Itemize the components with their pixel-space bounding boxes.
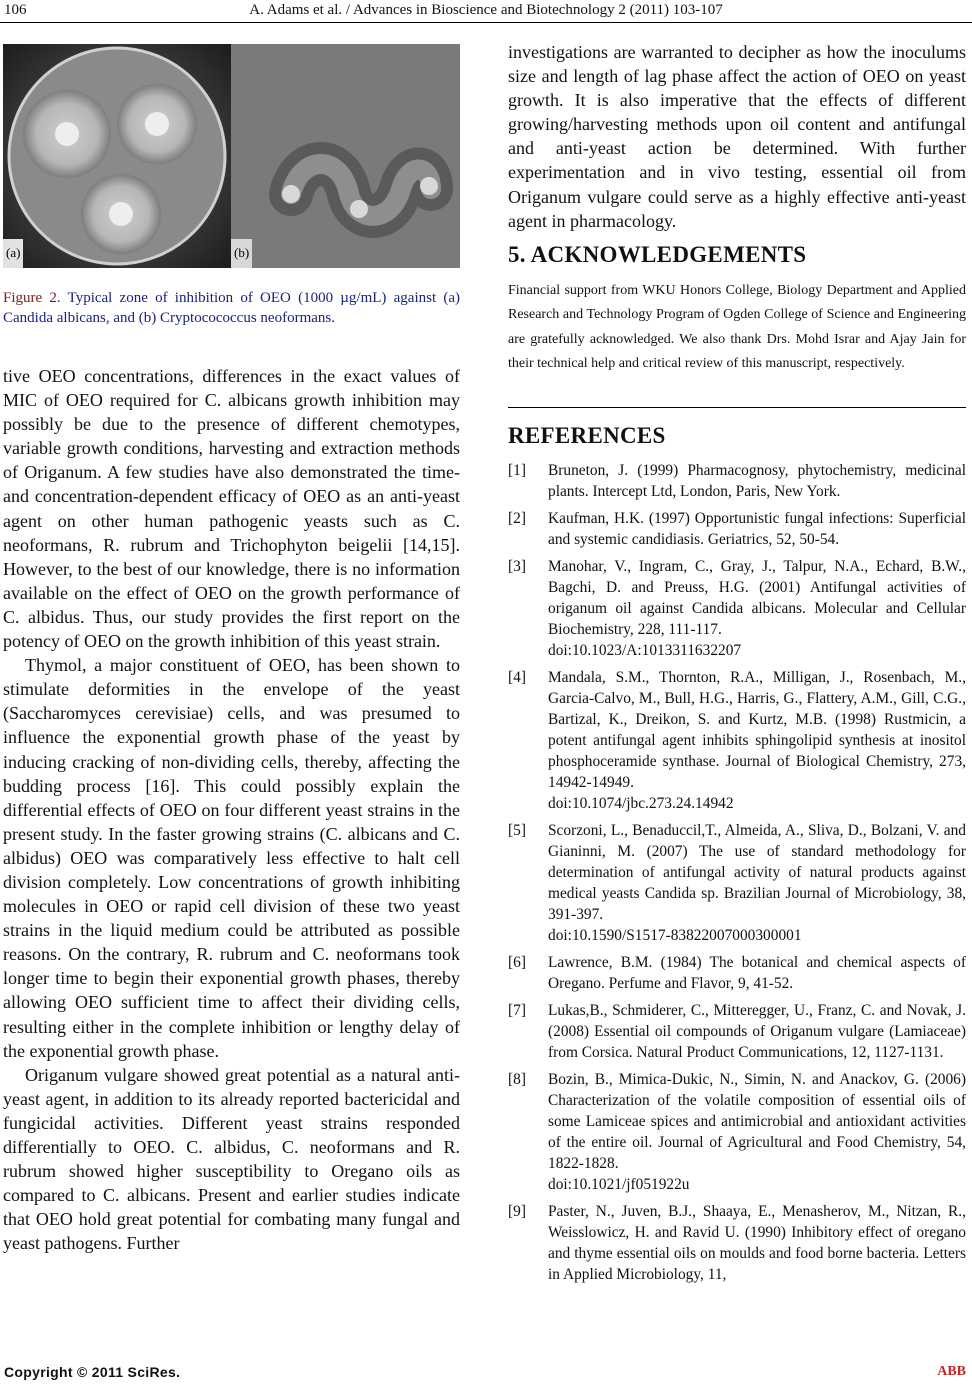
acknowledgements-text: Financial support from WKU Honors College, Biology Department and Applied Research and Technology Program of Ogden College of Science and Engineering are gratefully acknowledged. We also thank Drs. Mohd Israr and Ajay Jain for their technical help and critical review of this manuscript, respectively. [508,282,966,372]
disc-3 [109,202,133,226]
reference-number: [1] [508,461,526,479]
reference-text: Lukas,B., Schmiderer, C., Mitteregger, U., Franz, C. and Novak, J. (2008) Essential oil compounds of Origanum vulgare (Lamiaceae) from Corsica. Natural Product Communications, 12, 1127-1131. [548,1001,966,1061]
disc-b-1 [282,185,300,203]
figure-caption-text: Typical zone of inhibition of OEO (1000 µg/mL) against (a) Candida albicans, and (b) Cryptocococcus neoformans. [3,290,460,326]
reference-text: Scorzoni, L., Benaduccil,T., Almeida, A., Sliva, D., Bolzani, V. and Gianinni, M. (2007) The use of standard methodology for determination of antifungal activity of natural products against medical yeasts Candida sp. Brazilian Journal of Microbiology, 38, 391-397. [548,821,966,923]
reference-text: Bozin, B., Mimica-Dukic, N., Simin, N. and Anackov, G. (2006) Characterization of the volatile composition of essential oils of some Lamiceae spices and antimicrobial and antioxidant activities of the entire oil. Journal of Agricultural and Food Chemistry, 54, 1822-1828. [548,1070,966,1172]
reference-list [508,460,966,1285]
reference-text: Kaufman, H.K. (1997) Opportunistic fungal infections: Superficial and systemic candidiasis. Geriatrics, 52, 50-54. [548,509,966,548]
reference-item [508,1000,966,1063]
body-paragraph-2: Thymol, a major constituent of OEO, has been shown to stimulate deformities in the envelope of the yeast (Saccharomyces cerevisiae) cells, and was presumed to influence the exponential growth phase of the yeast by inducing cracking of non-dividing cells, thereby, affecting the budding process [16]. This could possibly explain the differential effects of OEO on four different yeast strains in the present study. In the faster growing strains (C. albicans and C. albidus) OEO was comparatively less effective to halt cell division completely. Low concentrations of growth inhibiting molecules in OEO or rapid cell division of these two yeast strains in the liquid medium could be attributed as possible reasons. On the contrary, R. rubrum and C. neoformans took longer time to begin their exponential growth phases, thereby allowing OEO sufficient time to affect their dividing cells, resulting either in the complete inhibition or lengthy delay of the exponential growth phase. [3,655,460,1061]
reference-number: [6] [508,953,526,971]
reference-text: Manohar, V., Ingram, C., Gray, J., Talpur, N.A., Echard, B.W., Bagchi, D. and Preuss, H.G. (2001) Antifungal activities of origanum oil against Candida albicans. Molecular and Cellular Biochemistry, 228, 111-117. [548,557,966,638]
reference-number: [5] [508,821,526,839]
reference-item [508,667,966,814]
references-rule [508,407,966,408]
reference-text: Lawrence, B.M. (1984) The botanical and chemical aspects of Oregano. Perfume and Flavor, 9, 41-52. [548,953,966,992]
disc-b-3 [420,177,438,195]
figure-2 [3,44,460,268]
petri-dish-a-image [3,44,231,268]
reference-number: [8] [508,1070,526,1088]
reference-item [508,508,966,550]
reference-item [508,556,966,661]
reference-doi-link[interactable]: doi:10.1074/jbc.273.24.14942 [548,794,734,812]
reference-item [508,952,966,994]
reference-text: Mandala, S.M., Thornton, R.A., Milligan, J., Rosenbach, M., Garcia-Calvo, M., Bull, H.G., Harris, G., Flattery, A.M., Gill, C.G., Bartizal, K., Dreikon, S. and Kurtz, M.B. (1998) Rustmicin, a potent antifungal agent inhibits sphingolipid synthesis at inositol phosphoceramide synthase. Journal of Biological Chemistry, 273, 14942-14949. [548,668,966,791]
right-column [508,40,966,1291]
page-number: 106 [4,2,27,18]
reference-item [508,460,966,502]
body-paragraph-3: Origanum vulgare showed great potential as a natural anti-yeast agent, in addition to its already reported bactericidal and fungicidal activities. Different yeast strains responded differentially to OEO. C. albidus, C. neoformans and R. rubrum showed higher susceptibility to Oregano oils as compared to C. albicans. Present and earlier studies indicate that OEO hold great potential for combating many fungal and yeast pathogens. Further [3,1064,460,1254]
body-paragraph-1: tive OEO concentrations, differences in the exact values of MIC of OEO required for C. albicans growth inhibition may possibly be due to the presence of different chemotypes, variable growth conditions, harvesting and extraction methods of Origanum. A few studies have also demonstrated the time-and concentration-dependent efficacy of OEO as an anti-yeast agent on other human pathogenic yeasts such as C. neoformans, R. rubrum and Trichophyton beigelii [14,15]. However, to the best of our knowledge, there is no information available on the effect of OEO on the growth performance of C. albidus. Thus, our study provides the first report on the potency of OEO on the growth inhibition of this yeast strain. [3,366,460,652]
disc-1 [55,122,79,146]
figure-panel-b [231,44,460,268]
reference-item [508,1069,966,1195]
reference-number: [4] [508,668,526,686]
left-column [3,44,460,1255]
reference-doi-link[interactable]: doi:10.1021/jf051922u [548,1175,690,1193]
reference-item [508,1201,966,1285]
copyright-footer: Copyright © 2011 SciRes. [4,1364,181,1380]
reference-doi-link[interactable]: doi:10.1590/S1517-83822007000300001 [548,926,802,944]
reference-number: [7] [508,1001,526,1019]
reference-text: Bruneton, J. (1999) Pharmacognosy, phytochemistry, medicinal plants. Intercept Ltd, London, Paris, New York. [548,461,966,500]
disc-2 [145,112,169,136]
running-head: A. Adams et al. / Advances in Bioscience and Biotechnology 2 (2011) 103-107 [249,2,723,18]
disc-b-2 [350,200,368,218]
reference-text: Paster, N., Juven, B.J., Shaaya, E., Menasherov, M., Nitzan, R., Weisslowicz, H. and Ravid U. (1990) Inhibitory effect of oregano and thyme essential oils on moulds and food borne bacteria. Letters in Applied Microbiology, 11, [548,1202,966,1283]
figure-caption [3,288,460,328]
reference-number: [2] [508,509,526,527]
body-continuation: investigations are warranted to decipher as how the inoculums size and length of lag phase affect the action of OEO on yeast growth. It is also imperative that the effects of different growing/harvesting methods upon oil content and antifungal and anti-yeast action be determined. With further experimentation and in vivo testing, essential oil from Origanum vulgare could serve as a highly effective anti-yeast agent in pharmacology. [508,42,966,231]
reference-item [508,820,966,946]
panel-b-label: (b) [231,239,252,268]
reference-number: [9] [508,1202,526,1220]
panel-a-label: (a) [3,239,23,268]
header-rule [0,22,972,23]
references-heading: REFERENCES [508,422,666,448]
figure-caption-label: Figure 2. [3,290,61,306]
acknowledgements-heading: 5. ACKNOWLEDGEMENTS [508,241,807,267]
journal-abbreviation: ABB [937,1364,966,1379]
reference-doi-link[interactable]: doi:10.1023/A:1013311632207 [548,641,742,659]
reference-number: [3] [508,557,526,575]
figure-panel-a [3,44,231,268]
petri-dish-b-image [231,44,460,268]
